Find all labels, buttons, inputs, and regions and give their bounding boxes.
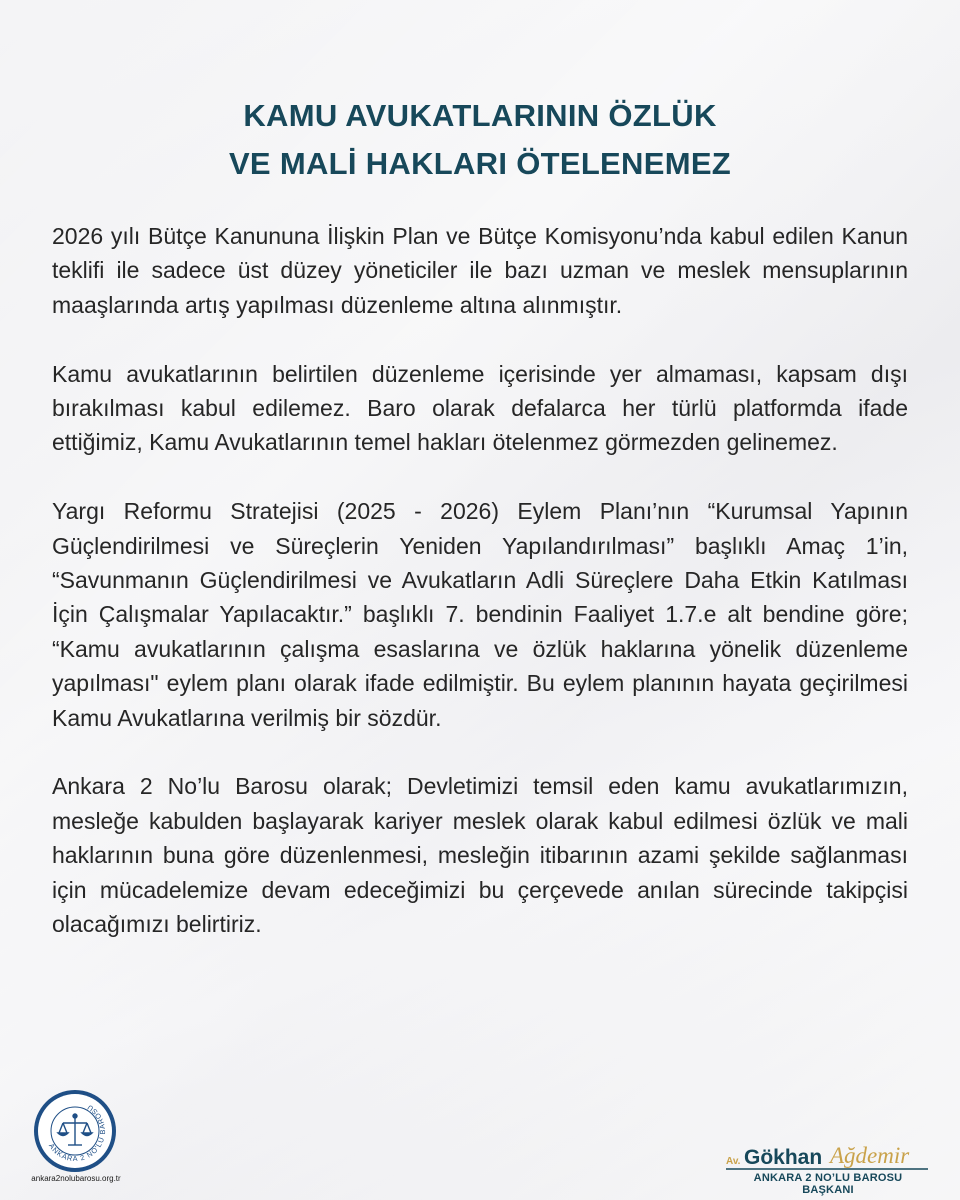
paragraph-2: Kamu avukatlarının belirtilen düzenleme içerisinde yer almaması, kapsam dışı bırakılması kabul edilemez. Baro olarak defalarca her türlü platformda ifade ettiğimiz, Kamu Avukatlarının temel hakları ötelenmez görmezden gelinemez. — [52, 360, 908, 456]
signature-last-name: Ağdemir — [830, 1143, 910, 1168]
bar-association-logo-icon — [33, 1089, 117, 1173]
paragraph-3: Yargı Reformu Stratejisi (2025 - 2026) Eylem Planı’nın “Kurumsal Yapının Güçlendirilmesi ve Süreçlerin Yeniden Yapılandırılması” başlıklı Amaç 1’in, “Savunmanın Güçlendirilmesi ve Avukatların Adli Süreçlere Daha Etkin Katılması İçin Çalışmalar Yapılacaktır.” başlıklı 7. bendinin Faaliyet 1.7.e alt bendine göre; “Kamu avukatlarının çalışma esaslarına ve özlük haklarına yönelik düzenleme yapılması" eylem planı olarak ifade edilmiştir. Bu eylem planının hayata geçirilmesi Kamu Avukatlarına verilmiş bir sözdür. — [52, 498, 908, 731]
website-url: ankara2nolubarosu.org.tr — [31, 1174, 121, 1183]
title-line-2: VE MALİ HAKLARI ÖTELENEMEZ — [228, 146, 732, 181]
signature-first-name: Gökhan — [744, 1146, 823, 1169]
page-title — [0, 92, 960, 188]
paragraph-4: Ankara 2 No’lu Barosu olarak; Devletimizi temsil eden kamu avukatlarımızın, mesleğe kabulden başlayarak kariyer meslek olarak kabul edilmesi özlük ve mali haklarının buna göre düzenlenmesi, mesleğin itibarının azami şekilde sağlanması için mücadelemize devam edeceğimizi bu çerçevede anılan sürecinde takipçisi olacağımızı belirtiriz. — [52, 773, 908, 938]
signature-prefix: Av. — [726, 1156, 741, 1167]
logo-ring-text: ANKARA 2 NO'LU BAROSU — [46, 1102, 108, 1164]
title-line-1: KAMU AVUKATLARININ ÖZLÜK — [243, 98, 717, 133]
statement-body — [52, 219, 908, 941]
signature-logo-icon — [722, 1138, 932, 1170]
signature-title: ANKARA 2 NO’LU BAROSU BAŞKANI — [753, 1172, 903, 1196]
paragraph-1: 2026 yılı Bütçe Kanununa İlişkin Plan ve Bütçe Komisyonu’nda kabul edilen Kanun teklifi ile sadece üst düzey yöneticiler ile bazı uzman ve meslek mensuplarının maaşlarında artış yapılması düzenleme altına alınmıştır. — [52, 223, 908, 318]
